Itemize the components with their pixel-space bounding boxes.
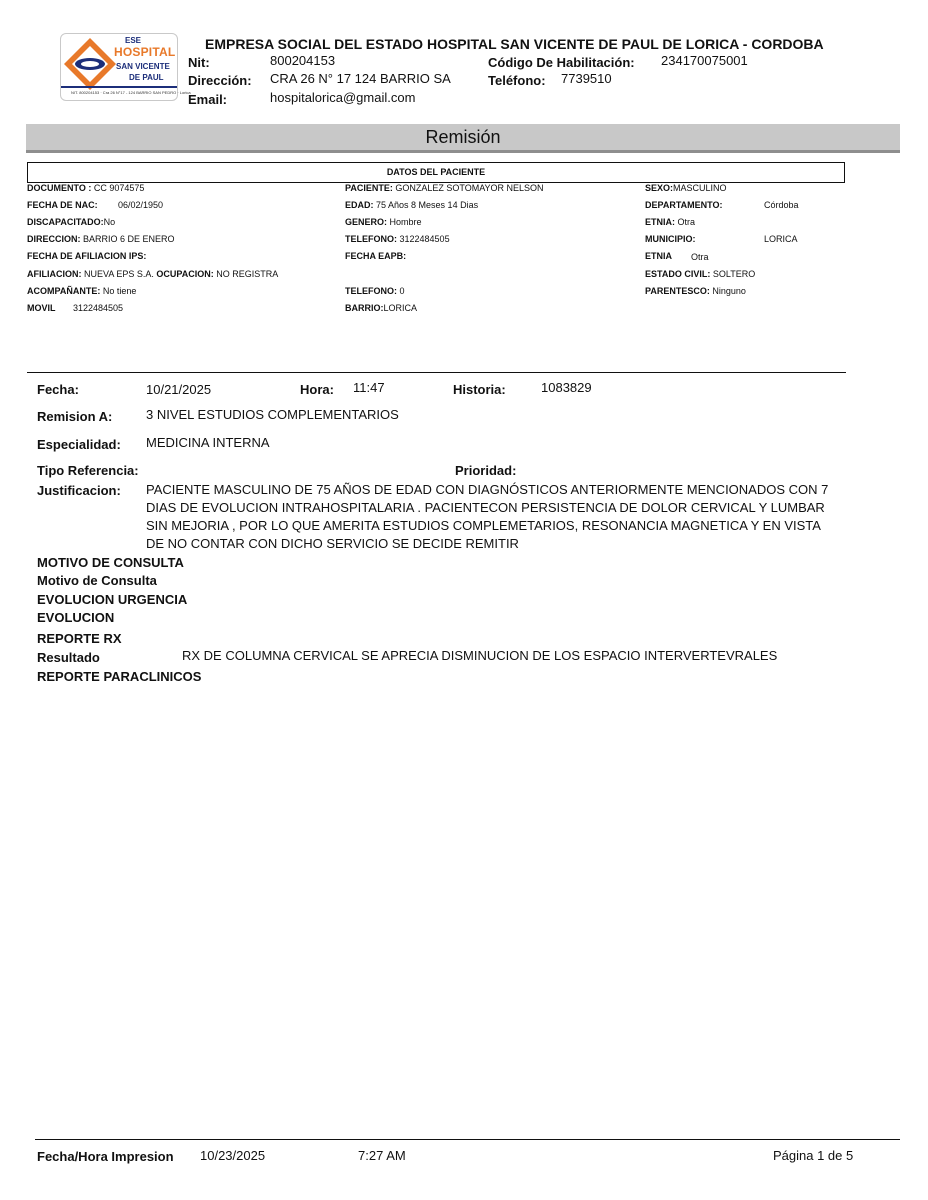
fecha-label: Fecha: — [37, 382, 79, 397]
municipio-value: LORICA — [764, 234, 798, 244]
evolucion-label: EVOLUCION — [37, 610, 115, 625]
evolucion-urgencia-header: EVOLUCION URGENCIA — [37, 592, 188, 607]
fecha-afiliacion-label: FECHA DE AFILIACION IPS: — [27, 251, 147, 261]
print-date: 10/23/2025 — [200, 1148, 266, 1163]
justificacion-line-1: PACIENTE MASCULINO DE 75 AÑOS DE EDAD CON DIAGNÓSTICOS ANTERIORMENTE MENCIONADOS CON 7 — [146, 482, 829, 497]
acompanante-field: ACOMPAÑANTE: No tiene — [27, 286, 137, 296]
departamento-label: DEPARTAMENTO: — [645, 200, 723, 210]
logo-hospital-text: HOSPITAL — [114, 45, 176, 59]
fecha-value: 10/21/2025 — [146, 382, 212, 397]
justificacion-line-2: DIAS DE EVOLUCION INTRAHOSPITALARIA . PACIENTECON PERSISTENCIA DE DOLOR CERVICAL Y LUMBAR — [146, 500, 825, 515]
motivo-consulta-label: Motivo de Consulta — [37, 573, 157, 588]
document-title-bar — [26, 124, 900, 153]
motivo-consulta-header: MOTIVO DE CONSULTA — [37, 555, 184, 570]
document-title: Remisión — [425, 127, 501, 147]
etnia2-value: Otra — [691, 252, 709, 262]
telefono2-field: TELEFONO: 0 — [345, 286, 405, 296]
afiliacion-field: AFILIACION: NUEVA EPS S.A. OCUPACION: NO REGISTRA — [27, 269, 279, 279]
fecha-nac-label: FECHA DE NAC: — [27, 200, 98, 210]
reporte-paraclinicos-header: REPORTE PARACLINICOS — [37, 669, 202, 684]
paciente-field: PACIENTE: GONZALEZ SOTOMAYOR NELSON — [345, 183, 544, 193]
remision-label: Remision A: — [37, 409, 113, 424]
direccion-field: DIRECCION: BARRIO 6 DE ENERO — [27, 234, 175, 244]
barrio-field: BARRIO:LORICA — [345, 303, 418, 313]
institution-name: EMPRESA SOCIAL DEL ESTADO HOSPITAL SAN VICENTE DE PAUL DE LORICA - CORDOBA — [205, 36, 824, 52]
resultado-label: Resultado — [37, 650, 100, 665]
especialidad-value: MEDICINA INTERNA — [146, 435, 270, 450]
movil-label: MOVIL — [27, 303, 56, 313]
documento-field: DOCUMENTO : CC 9074575 — [27, 183, 145, 193]
etnia2-label: ETNIA — [645, 251, 672, 261]
genero-field: GENERO: Hombre — [345, 217, 422, 227]
hospital-logo — [60, 33, 191, 101]
movil-value: 3122484505 — [73, 303, 124, 313]
email-label: Email: — [188, 92, 228, 107]
fecha-eapb-label: FECHA EAPB: — [345, 251, 407, 261]
print-time: 7:27 AM — [358, 1148, 406, 1163]
nit-value: 800204153 — [270, 53, 336, 68]
page-indicator: Página 1 de 5 — [773, 1148, 854, 1163]
habilitacion-label: Código De Habilitación: — [488, 55, 635, 70]
logo-de-paul-text: DE PAUL — [129, 73, 164, 82]
logo-san-vicente-text: SAN VICENTE — [116, 62, 170, 71]
resultado-value: RX DE COLUMNA CERVICAL SE APRECIA DISMINUCION DE LOS ESPACIO INTERVERTEVRALES — [182, 648, 778, 663]
estado-civil-field: ESTADO CIVIL: SOLTERO — [645, 269, 756, 279]
departamento-value: Córdoba — [764, 200, 799, 210]
patient-section-header — [27, 162, 845, 183]
discapacitado-field: DISCAPACITADO:No — [27, 217, 116, 227]
hora-label: Hora: — [300, 382, 334, 397]
telefono-field: TELEFONO: 3122484505 — [345, 234, 450, 244]
historia-value: 1083829 — [541, 380, 592, 395]
phone-label: Teléfono: — [488, 73, 546, 88]
historia-label: Historia: — [453, 382, 506, 397]
especialidad-label: Especialidad: — [37, 437, 121, 452]
email-value: hospitalorica@gmail.com — [270, 90, 416, 105]
parentesco-field: PARENTESCO: Ninguno — [645, 286, 746, 296]
prioridad-label: Prioridad: — [455, 463, 517, 478]
address-label: Dirección: — [188, 73, 252, 88]
phone-value: 7739510 — [561, 71, 612, 86]
logo-fine-print: NIT. 800204153 · Cra 26 N°17 - 124 BARRIO SAN PEDRO · Lorica — [71, 90, 191, 95]
patient-section-title: DATOS DEL PACIENTE — [386, 167, 486, 177]
nit-label: Nit: — [188, 55, 210, 70]
print-label: Fecha/Hora Impresion — [37, 1149, 174, 1164]
section-divider — [27, 372, 846, 373]
remision-value: 3 NIVEL ESTUDIOS COMPLEMENTARIOS — [146, 407, 399, 422]
justificacion-line-4: DE NO CONTAR CON DICHO SERVICIO SE DECIDE REMITIR — [146, 536, 519, 551]
reporte-rx-header: REPORTE RX — [37, 631, 122, 646]
fecha-nac-value: 06/02/1950 — [118, 200, 164, 210]
justificacion-line-3: SIN MEJORIA , POR LO QUE AMERITA ESTUDIOS COMPLEMETARIOS, RESONANCIA MAGNETICA Y EN VISTA — [146, 518, 821, 533]
municipio-label: MUNICIPIO: — [645, 234, 696, 244]
hora-value: 11:47 — [353, 380, 385, 395]
justificacion-label: Justificacion: — [37, 483, 121, 498]
logo-ese-text: ESE — [125, 36, 142, 45]
address-value: CRA 26 N° 17 124 BARRIO SA — [270, 71, 451, 86]
tipo-referencia-label: Tipo Referencia: — [37, 463, 139, 478]
habilitacion-value: 234170075001 — [661, 53, 748, 68]
edad-field: EDAD: 75 Años 8 Meses 14 Dias — [345, 200, 479, 210]
footer-divider — [35, 1139, 900, 1140]
etnia-field: ETNIA: Otra — [645, 217, 696, 227]
sexo-field: SEXO:MASCULINO — [645, 183, 727, 193]
